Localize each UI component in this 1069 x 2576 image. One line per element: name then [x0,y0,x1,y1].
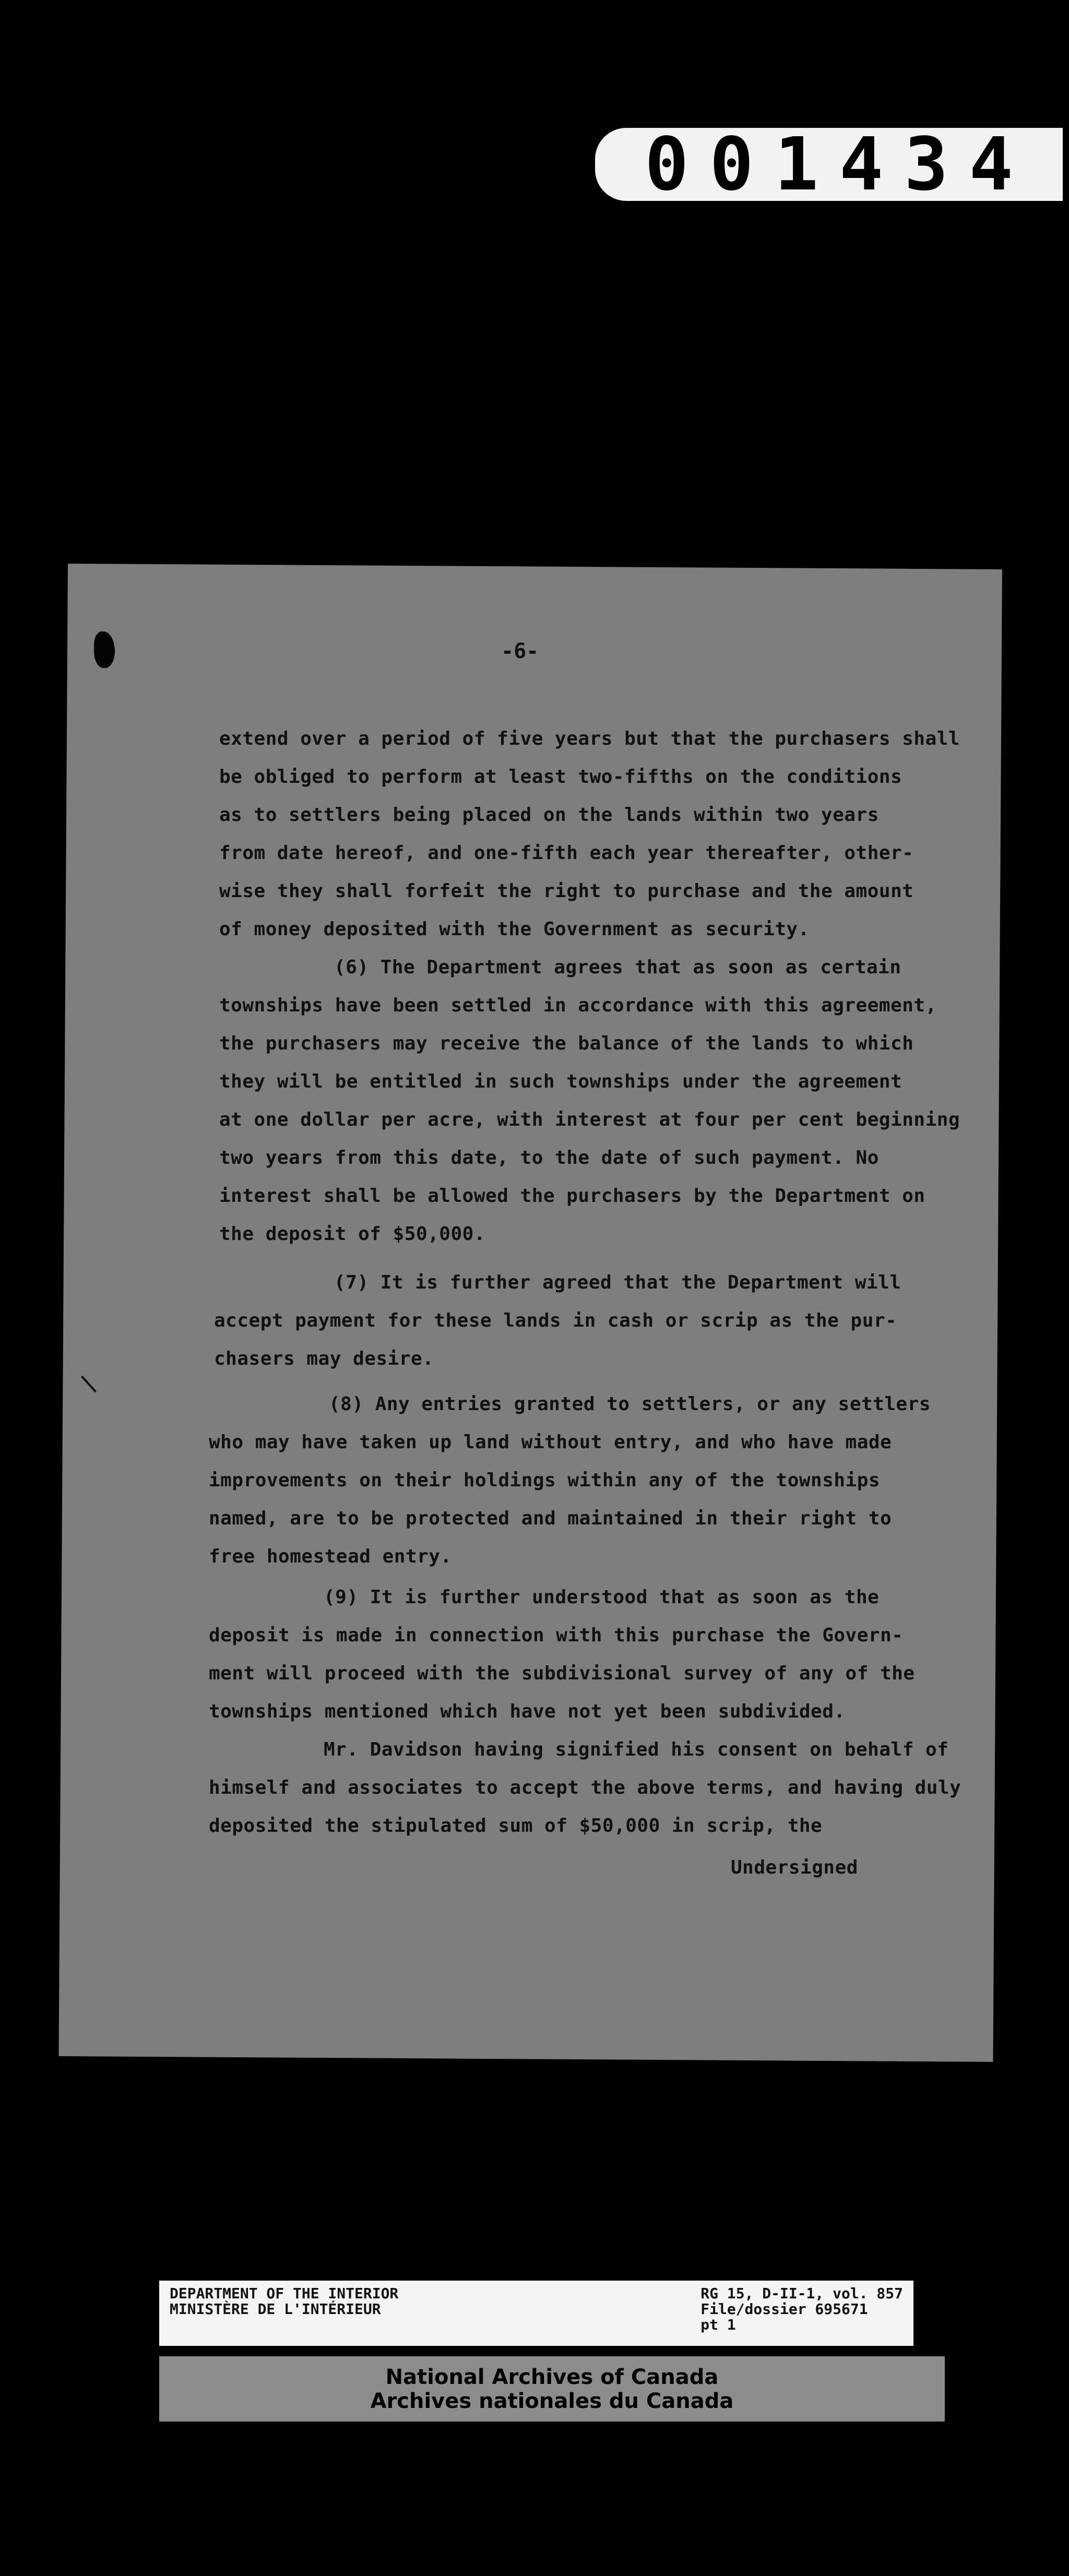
text-line: wise they shall forfeit the right to purchase and the amount [219,880,914,902]
archives-name-english: National Archives of Canada [385,2365,719,2389]
text-line: the deposit of $50,000. [219,1223,485,1245]
text-line: himself and associates to accept the above terms, and having duly [209,1777,961,1798]
text-line: (6) The Department agrees that as soon as certain [334,957,901,978]
text-line: interest shall be allowed the purchasers by the Department on [219,1185,925,1207]
department-block [170,2286,398,2341]
frame-number-label: 001434 [595,128,1063,201]
reference-volume: RG 15, D-II-1, vol. 857 [700,2285,903,2302]
archives-banner [159,2356,945,2422]
text-line: deposit is made in connection with this purchase the Govern- [209,1625,904,1646]
text-line: Mr. Davidson having signified his consent on behalf of [324,1739,949,1760]
text-line: accept payment for these lands in cash or scrip as the pur- [214,1310,897,1331]
text-line: townships have been settled in accordance with this agreement, [219,995,937,1016]
archives-name-french: Archives nationales du Canada [370,2389,734,2413]
text-line: (7) It is further agreed that the Department will [334,1272,901,1293]
text-line: (8) Any entries granted to settlers, or any settlers [329,1393,931,1415]
department-french: MINISTÈRE DE L'INTÉRIEUR [170,2300,381,2318]
text-line: townships mentioned which have not yet been subdivided. [209,1701,846,1722]
text-line: from date hereof, and one-fifth each year thereafter, other- [219,842,914,864]
page-number: -6- [501,639,539,663]
text-line: improvements on their holdings within any of the townships [209,1470,881,1491]
text-line: Undersigned [731,1857,858,1878]
department-english: DEPARTMENT OF THE INTERIOR [170,2285,399,2302]
text-line: chasers may desire. [214,1348,434,1369]
text-line: free homestead entry. [209,1546,452,1567]
text-line: be obliged to perform at least two-fifths on the conditions [219,766,902,788]
text-line: two years from this date, to the date of such payment. No [219,1147,879,1168]
text-line: ment will proceed with the subdivisional survey of any of the [209,1663,915,1684]
text-line: extend over a period of five years but that the purchasers shall [219,728,960,749]
text-line: named, are to be protected and maintained in their right to [209,1508,892,1529]
reference-part: pt 1 [700,2316,736,2333]
text-line: the purchasers may receive the balance of the lands to which [219,1033,914,1054]
text-line: as to settlers being placed on the lands within two years [219,804,879,826]
text-line: deposited the stipulated sum of $50,000 in scrip, the [209,1815,823,1836]
reference-block [700,2286,903,2341]
archive-label [159,2281,913,2346]
text-line: they will be entitled in such townships under the agreement [219,1071,902,1092]
text-line: (9) It is further understood that as soon as the [324,1587,880,1608]
text-line: at one dollar per acre, with interest at four per cent beginning [219,1109,960,1130]
reference-file: File/dossier 695671 [700,2300,868,2318]
text-line: who may have taken up land without entry, and who have made [209,1432,892,1453]
text-line: of money deposited with the Government as security. [219,919,810,940]
